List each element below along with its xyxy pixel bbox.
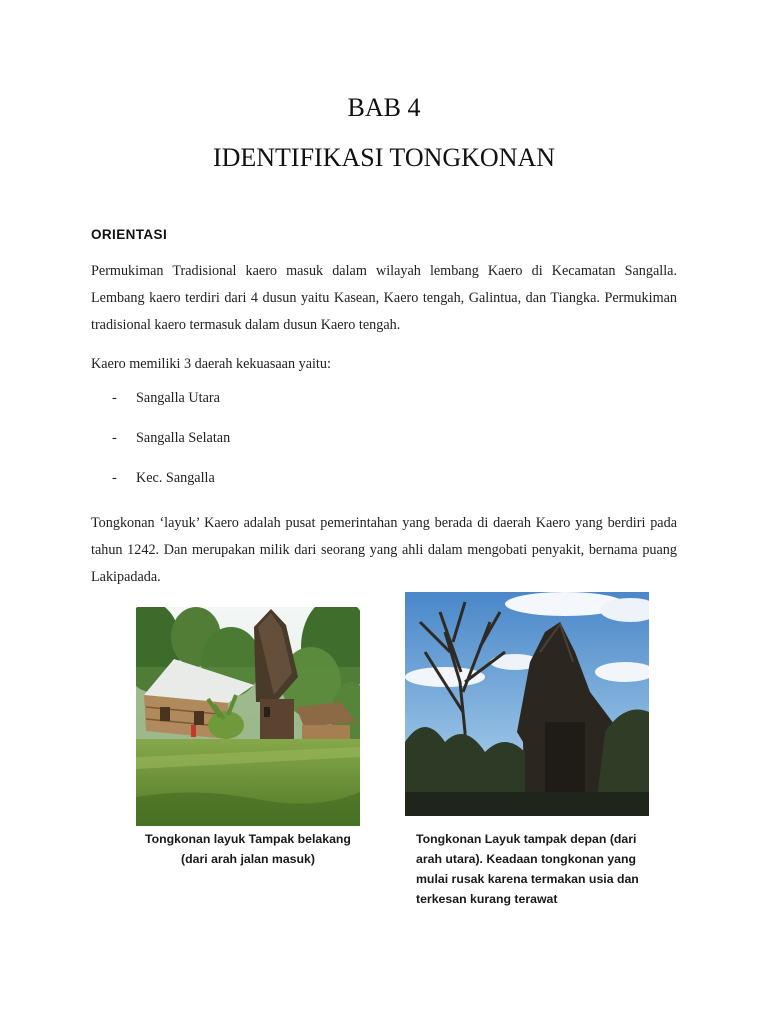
paragraph-intro: Permukiman Tradisional kaero masuk dalam wilayah lembang Kaero di Kecamatan Sangalla. Lembang kaero terdiri dari 4 dusun yaitu Kasean, Kaero tengah, Galintua, dan Tiangka. Permukiman tradisional kaero termasuk dalam dusun Kaero tengah. — [91, 263, 677, 333]
chapter-title: BAB 4 — [347, 93, 421, 122]
paragraph-regions: Kaero memiliki 3 daerah kekuasaan yaitu: — [91, 356, 331, 372]
list-item-text: Kec. Sangalla — [136, 470, 215, 486]
list-item-text: Sangalla Utara — [136, 390, 220, 406]
paragraph-tongkonan: Tongkonan ‘layuk’ Kaero adalah pusat pemerintahan yang berada di daerah Kaero yang berdiri pada tahun 1242. Dan merupakan milik dari seorang yang ahli dalam mengobati penyakit, bernama puang Lakipadada. — [91, 515, 677, 585]
list-bullet: - — [112, 390, 117, 406]
list-bullet: - — [112, 430, 117, 446]
figure-caption-2: Tongkonan Layuk tampak depan (dari arah utara). Keadaan tongkonan yang mulai rusak karena termakan usia dan terkesan kurang terawat — [416, 832, 639, 906]
list-bullet: - — [112, 470, 117, 486]
photo-tongkonan-front — [405, 592, 649, 816]
section-heading: ORIENTASI — [91, 227, 168, 242]
figure-caption-1: Tongkonan layuk Tampak belakang (dari arah jalan masuk) — [145, 832, 351, 866]
photo-tongkonan-rear — [136, 607, 360, 826]
list-item-text: Sangalla Selatan — [136, 430, 231, 446]
chapter-subtitle: IDENTIFIKASI TONGKONAN — [212, 143, 556, 172]
